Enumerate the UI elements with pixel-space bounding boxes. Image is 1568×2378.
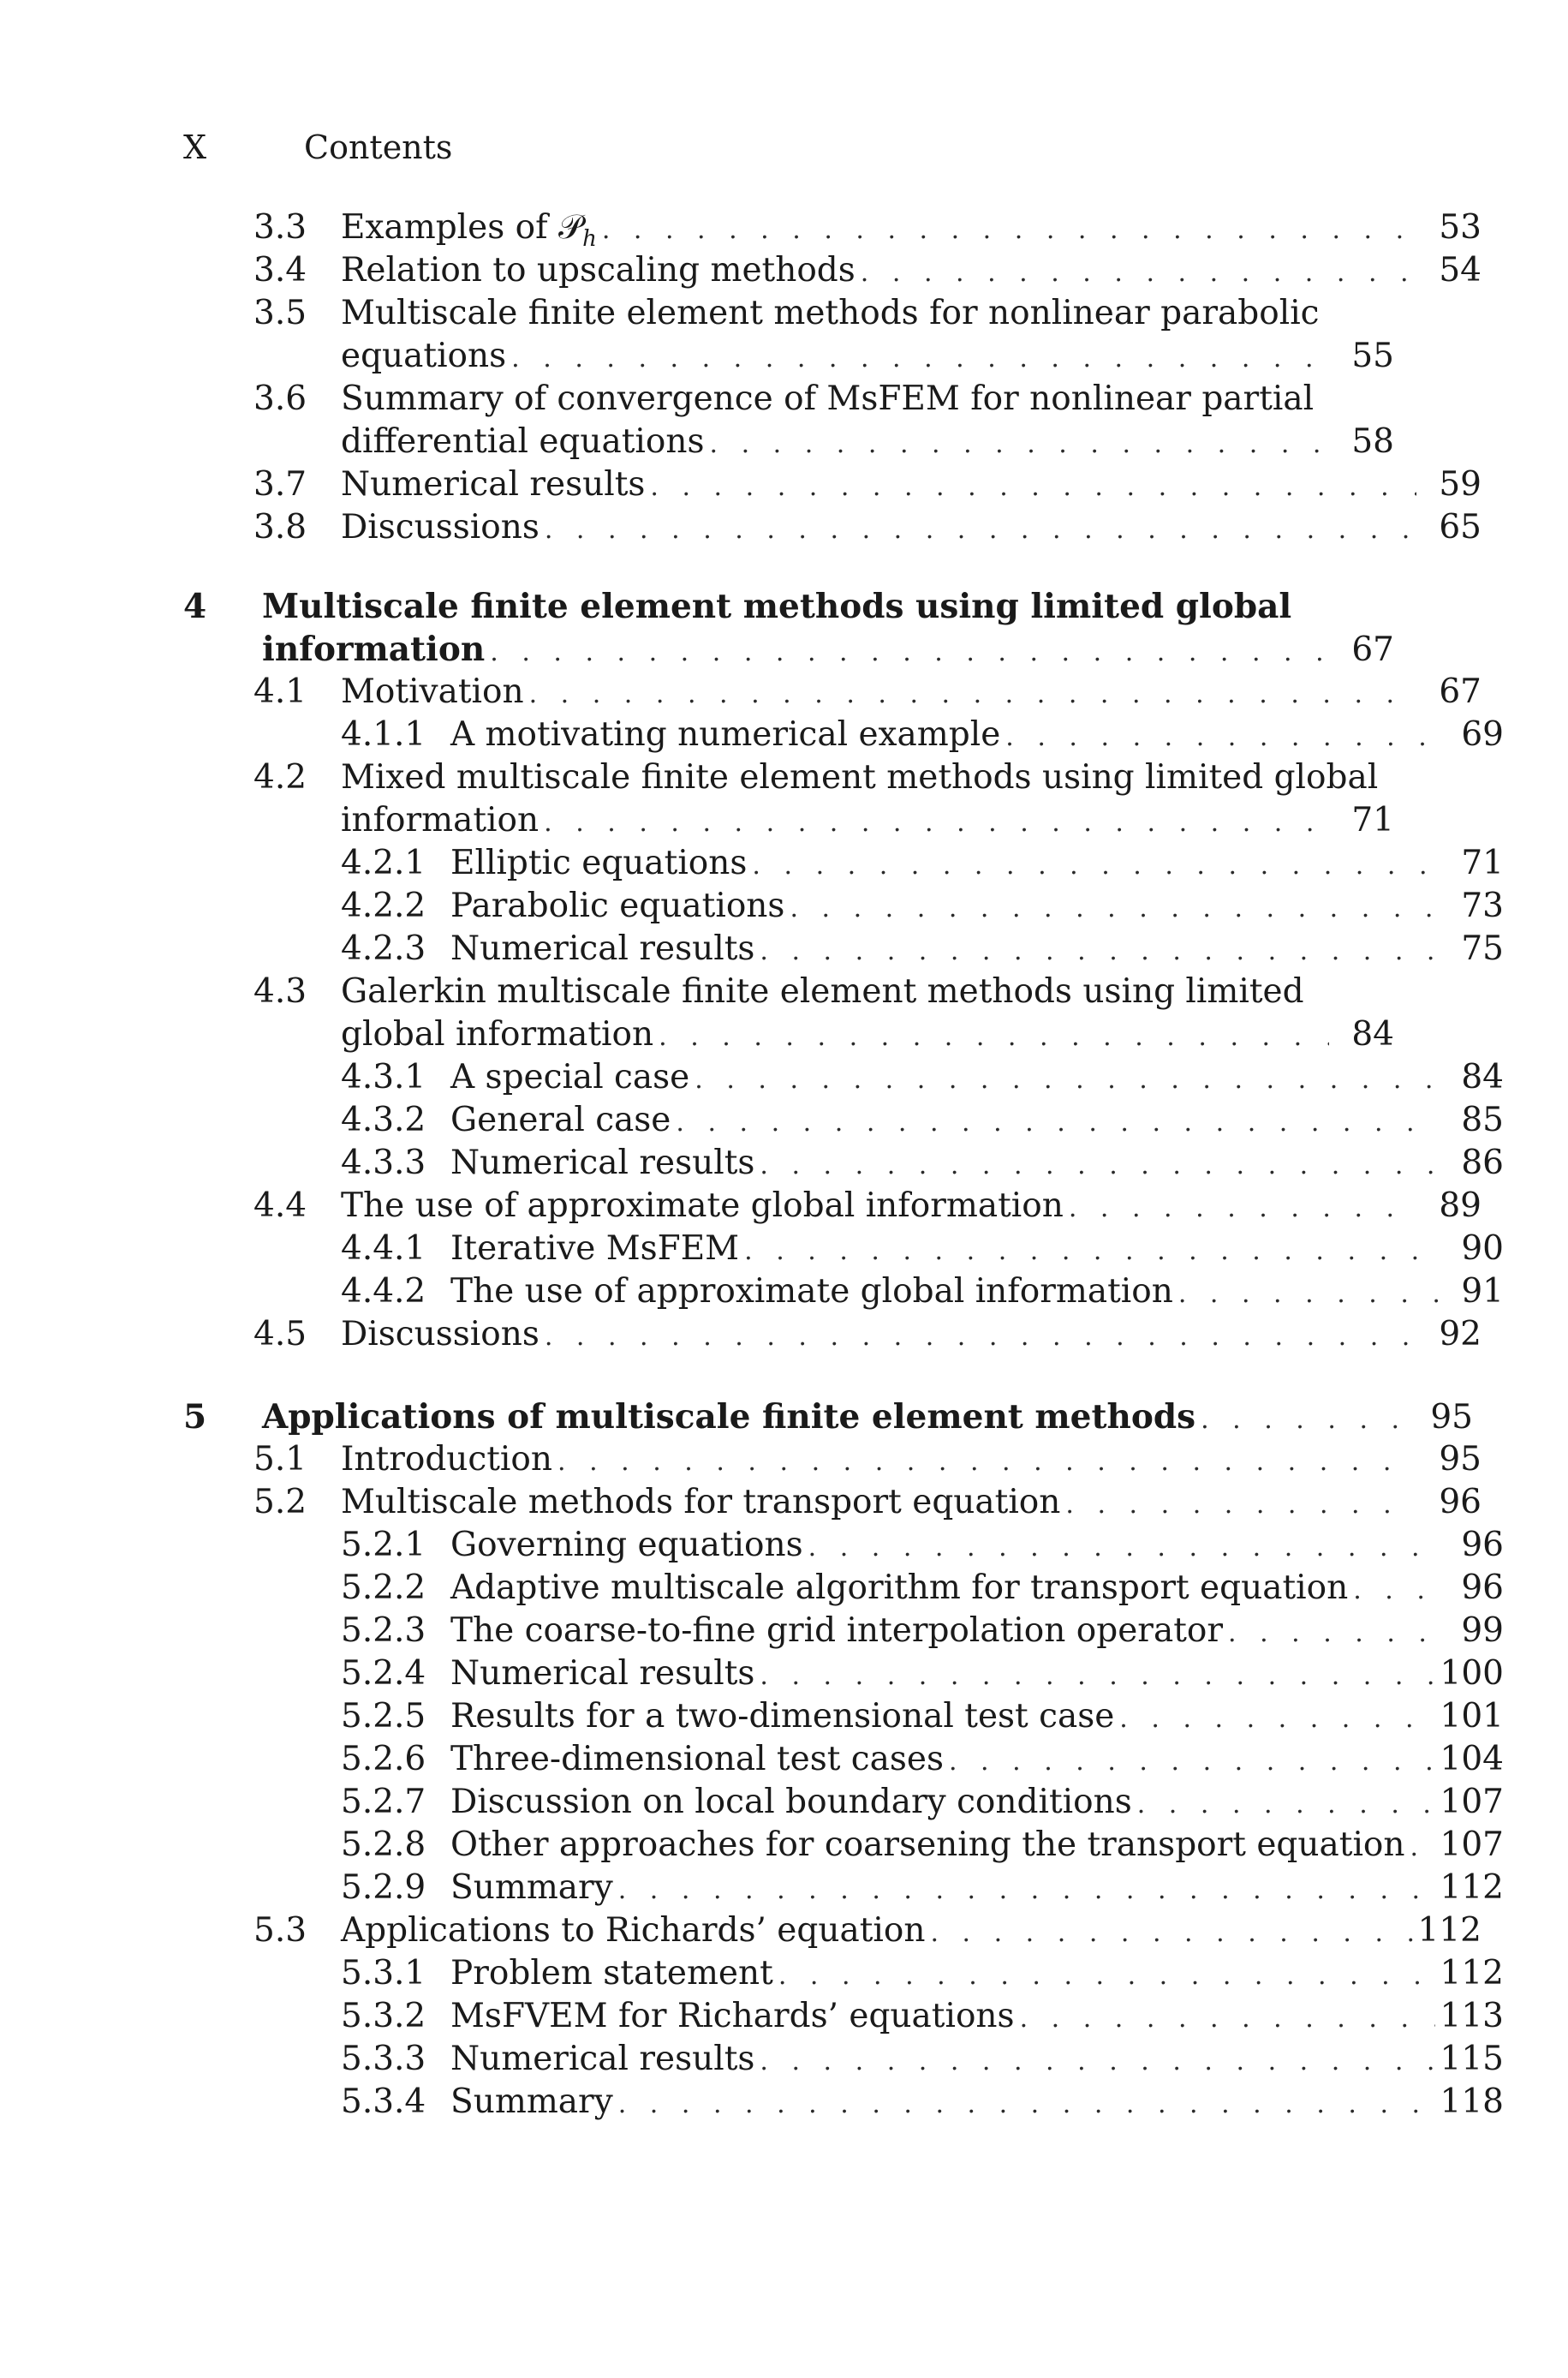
toc-page: 107 bbox=[1440, 1783, 1504, 1821]
toc-number: 4.1.1 bbox=[341, 715, 426, 754]
toc-number: 4.3.1 bbox=[341, 1058, 426, 1096]
toc-page: 69 bbox=[1461, 715, 1504, 754]
toc-number: 3.5 bbox=[253, 294, 307, 332]
toc-entry-5-2-6[interactable] bbox=[341, 1737, 1504, 1782]
leader-dots bbox=[650, 465, 1416, 510]
toc-page: 115 bbox=[1440, 2040, 1504, 2078]
leader-dots bbox=[544, 801, 1329, 845]
toc-number: 4.2.2 bbox=[341, 887, 426, 925]
toc-entry-4-2-3[interactable] bbox=[341, 927, 1504, 971]
toc-number: 5.3 bbox=[253, 1911, 307, 1950]
toc-title-line-2: global information bbox=[341, 1015, 654, 1054]
leader-dots bbox=[760, 929, 1439, 974]
toc-entry-3-8[interactable] bbox=[253, 505, 1482, 550]
toc-title: The coarse-to-fine grid interpolation operator bbox=[450, 1611, 1223, 1650]
leader-dots bbox=[676, 1101, 1439, 1145]
leader-dots bbox=[695, 1058, 1439, 1102]
leader-dots bbox=[760, 1144, 1439, 1188]
toc-number: 4.2.3 bbox=[341, 929, 426, 968]
toc-chapter-title-line-1: Multiscale finite element methods using limited global bbox=[262, 587, 1292, 626]
toc-title: MsFVEM for Richards’ equations bbox=[450, 1997, 1015, 2035]
toc-entry-4-4[interactable] bbox=[253, 1184, 1482, 1228]
toc-number: 3.8 bbox=[253, 508, 307, 547]
toc-number: 3.6 bbox=[253, 379, 307, 418]
leader-dots bbox=[659, 1015, 1329, 1060]
leader-dots bbox=[618, 1868, 1435, 1913]
leader-dots bbox=[545, 1315, 1416, 1359]
toc-chapter-5[interactable] bbox=[183, 1395, 1473, 1439]
toc-title: Multiscale methods for transport equation bbox=[341, 1483, 1061, 1521]
toc-chapter-number: 5 bbox=[183, 1397, 207, 1437]
toc-page: 86 bbox=[1461, 1144, 1504, 1182]
toc-page: 75 bbox=[1461, 929, 1504, 968]
toc-number: 5.2.1 bbox=[341, 1526, 426, 1564]
toc-title: A special case bbox=[450, 1058, 690, 1096]
toc-entry-5-2-7[interactable] bbox=[341, 1780, 1504, 1825]
toc-page: 89 bbox=[1439, 1186, 1482, 1225]
toc-title: The use of approximate global information bbox=[341, 1186, 1064, 1225]
leader-dots bbox=[1137, 1783, 1435, 1827]
leader-dots bbox=[618, 2082, 1435, 2127]
toc-chapter-title: Applications of multiscale finite element methods bbox=[262, 1397, 1196, 1437]
toc-number: 5.2.6 bbox=[341, 1740, 426, 1778]
toc-entry-4-1[interactable] bbox=[253, 670, 1482, 714]
toc-title: Examples of 𝒫$_h$ bbox=[341, 208, 597, 252]
leader-dots bbox=[1119, 1697, 1434, 1742]
leader-dots bbox=[930, 1911, 1412, 1956]
toc-number: 5.2.5 bbox=[341, 1697, 426, 1736]
toc-chapter-4-cont[interactable] bbox=[262, 627, 1394, 672]
toc-number: 5.2.9 bbox=[341, 1868, 426, 1907]
toc-title: Numerical results bbox=[450, 2040, 755, 2078]
toc-title: Numerical results bbox=[450, 1654, 755, 1693]
toc-title: Adaptive multiscale algorithm for transport equation bbox=[450, 1568, 1349, 1607]
toc-number: 4.4.2 bbox=[341, 1272, 426, 1311]
toc-title: Numerical results bbox=[341, 465, 646, 504]
toc-page: 92 bbox=[1439, 1315, 1482, 1353]
toc-page: 99 bbox=[1461, 1611, 1504, 1650]
toc-page: 54 bbox=[1439, 251, 1482, 290]
toc-title: Motivation bbox=[341, 672, 524, 711]
toc-page: 55 bbox=[1351, 337, 1394, 375]
toc-number: 5.2.4 bbox=[341, 1654, 426, 1693]
toc-entry-5-3-1[interactable] bbox=[341, 1951, 1504, 1996]
leader-dots bbox=[1020, 1997, 1435, 2041]
toc-number: 3.4 bbox=[253, 251, 307, 290]
toc-number: 4.4.1 bbox=[341, 1229, 426, 1268]
leader-dots bbox=[1410, 1825, 1435, 1870]
toc-number: 4.2.1 bbox=[341, 844, 426, 882]
toc-page: 73 bbox=[1461, 887, 1504, 925]
toc-entry-4-4-1[interactable] bbox=[341, 1227, 1504, 1271]
toc-entry-5-2-3[interactable] bbox=[341, 1609, 1504, 1653]
toc-number: 5.2.3 bbox=[341, 1611, 426, 1650]
toc-page: 71 bbox=[1461, 844, 1504, 882]
toc-page: 91 bbox=[1461, 1272, 1504, 1311]
toc-number: 4.5 bbox=[253, 1315, 307, 1353]
toc-number: 5.1 bbox=[253, 1440, 307, 1479]
toc-page: 90 bbox=[1461, 1229, 1504, 1268]
toc-number: 5.2.7 bbox=[341, 1783, 426, 1821]
toc-entry-4-3-1[interactable] bbox=[341, 1055, 1504, 1100]
toc-entry-5-3-3[interactable] bbox=[341, 2037, 1504, 2082]
toc-title: Summary bbox=[450, 1868, 613, 1907]
toc-entry-5-2-9[interactable] bbox=[341, 1866, 1504, 1910]
toc-page: 118 bbox=[1440, 2082, 1504, 2121]
leader-dots bbox=[861, 251, 1416, 296]
toc-entry-4-1-1[interactable] bbox=[341, 713, 1504, 757]
toc-entry-5-2-8[interactable] bbox=[341, 1823, 1504, 1867]
leader-dots bbox=[602, 208, 1416, 253]
toc-page: 96 bbox=[1461, 1568, 1504, 1607]
leader-dots bbox=[557, 1440, 1416, 1485]
leader-dots bbox=[1201, 1398, 1408, 1443]
leader-dots bbox=[545, 508, 1416, 553]
toc-title-line-1: Galerkin multiscale finite element methods using limited bbox=[341, 972, 1304, 1011]
toc-page: 67 bbox=[1439, 672, 1482, 711]
toc-entry-3-5[interactable] bbox=[253, 291, 1394, 336]
toc-page: 104 bbox=[1440, 1740, 1504, 1778]
toc-title: Elliptic equations bbox=[450, 844, 748, 882]
toc-page: 67 bbox=[1351, 630, 1394, 669]
leader-dots bbox=[1069, 1186, 1416, 1231]
toc-number: 3.7 bbox=[253, 465, 307, 504]
toc-title: Governing equations bbox=[450, 1526, 803, 1564]
toc-number: 4.3.2 bbox=[341, 1101, 426, 1139]
leader-dots bbox=[760, 1654, 1434, 1699]
toc-entry-4-2-2[interactable] bbox=[341, 884, 1504, 929]
leader-dots bbox=[529, 672, 1416, 717]
toc-page: 95 bbox=[1430, 1398, 1473, 1437]
toc-title: Parabolic equations bbox=[450, 887, 785, 925]
leader-dots bbox=[511, 337, 1329, 381]
toc-entry-4-2-cont[interactable] bbox=[341, 798, 1394, 843]
toc-entry-3-6[interactable] bbox=[253, 377, 1394, 421]
toc-entry-5-2[interactable] bbox=[253, 1480, 1482, 1525]
toc-number: 5.3.2 bbox=[341, 1997, 426, 2035]
toc-page: 96 bbox=[1461, 1526, 1504, 1564]
leader-dots bbox=[1228, 1611, 1439, 1656]
toc-page: 84 bbox=[1461, 1058, 1504, 1096]
toc-entry-5-2-4[interactable] bbox=[341, 1652, 1504, 1696]
toc-number: 4.3 bbox=[253, 972, 307, 1011]
leader-dots bbox=[1353, 1568, 1439, 1613]
toc-title: Applications to Richards’ equation bbox=[341, 1911, 926, 1950]
toc-chapter-4[interactable] bbox=[183, 584, 1394, 629]
toc-entry-5-1[interactable] bbox=[253, 1437, 1482, 1482]
leader-dots bbox=[790, 887, 1439, 931]
toc-title: Other approaches for coarsening the transport equation bbox=[450, 1825, 1405, 1864]
toc-number: 5.2 bbox=[253, 1483, 307, 1521]
toc-number: 4.1 bbox=[253, 672, 307, 711]
toc-title: Discussions bbox=[341, 508, 540, 547]
toc-entry-5-3-2[interactable] bbox=[341, 1994, 1504, 2039]
toc-entry-3-6-cont[interactable] bbox=[341, 420, 1394, 464]
toc-entry-4-2-1[interactable] bbox=[341, 841, 1504, 886]
toc-entry-4-5[interactable] bbox=[253, 1312, 1482, 1357]
toc-page: 84 bbox=[1351, 1015, 1394, 1054]
toc-number: 5.3.4 bbox=[341, 2082, 426, 2121]
leader-dots bbox=[490, 630, 1329, 675]
toc-page: 71 bbox=[1351, 801, 1394, 839]
toc-page: 107 bbox=[1440, 1825, 1504, 1864]
toc-entry-4-3-2[interactable] bbox=[341, 1098, 1504, 1143]
toc-title: Introduction bbox=[341, 1440, 552, 1479]
toc-title-line-2: equations bbox=[341, 337, 507, 375]
toc-number: 3.3 bbox=[253, 208, 307, 247]
toc-title-line-1: Summary of convergence of MsFEM for nonlinear partial bbox=[341, 379, 1315, 418]
toc-entry-4-3-3[interactable] bbox=[341, 1141, 1504, 1186]
toc-entry-3-5-cont[interactable] bbox=[341, 334, 1394, 379]
toc-page: 58 bbox=[1351, 422, 1394, 461]
toc-page: 113 bbox=[1440, 1997, 1504, 2035]
toc-title: Discussions bbox=[341, 1315, 540, 1353]
toc-title: Numerical results bbox=[450, 1144, 755, 1182]
leader-dots bbox=[752, 844, 1439, 888]
leader-dots bbox=[744, 1229, 1439, 1274]
toc-title: Problem statement bbox=[450, 1954, 773, 1993]
toc-page: 95 bbox=[1439, 1440, 1482, 1479]
toc-number: 4.3.3 bbox=[341, 1144, 426, 1182]
leader-dots bbox=[808, 1526, 1439, 1570]
toc-entry-5-2-5[interactable] bbox=[341, 1694, 1504, 1739]
toc-number: 4.4 bbox=[253, 1186, 307, 1225]
toc-number: 5.3.3 bbox=[341, 2040, 426, 2078]
page-number-roman: X bbox=[183, 128, 207, 166]
toc-title-line-1: Multiscale finite element methods for nonlinear parabolic bbox=[341, 294, 1320, 332]
toc-title: Relation to upscaling methods bbox=[341, 251, 856, 290]
toc-page: 65 bbox=[1439, 508, 1482, 547]
toc-page: 112 bbox=[1417, 1911, 1482, 1950]
toc-page: 112 bbox=[1440, 1954, 1504, 1993]
toc-title: A motivating numerical example bbox=[450, 715, 1001, 754]
toc-entry-5-3[interactable] bbox=[253, 1909, 1482, 1953]
toc-title: Discussion on local boundary conditions bbox=[450, 1783, 1132, 1821]
leader-dots bbox=[760, 2040, 1434, 2084]
toc-title-line-1: Mixed multiscale finite element methods using limited global bbox=[341, 758, 1379, 797]
leader-dots bbox=[1005, 715, 1439, 760]
leader-dots bbox=[1065, 1483, 1416, 1527]
toc-entry-4-2[interactable] bbox=[253, 756, 1394, 800]
toc-number: 4.2 bbox=[253, 758, 307, 797]
toc-entry-5-3-4[interactable] bbox=[341, 2080, 1504, 2124]
toc-entry-4-3[interactable] bbox=[253, 970, 1394, 1014]
leader-dots bbox=[710, 422, 1329, 467]
toc-title: Summary bbox=[450, 2082, 613, 2121]
toc-title: Results for a two-dimensional test case bbox=[450, 1697, 1115, 1736]
toc-number: 5.2.2 bbox=[341, 1568, 426, 1607]
toc-page: 53 bbox=[1439, 208, 1482, 247]
toc-title: General case bbox=[450, 1101, 671, 1139]
toc-title: Three-dimensional test cases bbox=[450, 1740, 944, 1778]
toc-entry-5-2-1[interactable] bbox=[341, 1523, 1504, 1568]
toc-entry-3-4[interactable] bbox=[253, 248, 1482, 293]
toc-chapter-number: 4 bbox=[183, 587, 207, 626]
running-title: Contents bbox=[304, 128, 453, 166]
toc-entry-3-7[interactable] bbox=[253, 463, 1482, 507]
toc-title: The use of approximate global information bbox=[450, 1272, 1173, 1311]
leader-dots bbox=[949, 1740, 1435, 1784]
toc-title-line-2: information bbox=[341, 801, 540, 839]
toc-entry-5-2-2[interactable] bbox=[341, 1566, 1504, 1610]
toc-title-line-2: differential equations bbox=[341, 422, 705, 461]
toc-number: 5.2.8 bbox=[341, 1825, 426, 1864]
toc-entry-3-3[interactable] bbox=[253, 206, 1482, 252]
toc-page: 100 bbox=[1440, 1654, 1504, 1693]
toc-number: 5.3.1 bbox=[341, 1954, 426, 1993]
leader-dots bbox=[778, 1954, 1435, 1999]
toc-page: 101 bbox=[1440, 1697, 1504, 1736]
toc-page: 59 bbox=[1439, 465, 1482, 504]
toc-chapter-title-line-2: information bbox=[262, 630, 486, 669]
toc-entry-4-4-2[interactable] bbox=[341, 1270, 1504, 1314]
toc-entry-4-3-cont[interactable] bbox=[341, 1013, 1394, 1057]
toc-title: Numerical results bbox=[450, 929, 755, 968]
toc-page: 85 bbox=[1461, 1101, 1504, 1139]
toc-title: Iterative MsFEM bbox=[450, 1229, 740, 1268]
toc-page: 112 bbox=[1440, 1868, 1504, 1907]
leader-dots bbox=[1178, 1272, 1439, 1317]
toc-page: 96 bbox=[1439, 1483, 1482, 1521]
